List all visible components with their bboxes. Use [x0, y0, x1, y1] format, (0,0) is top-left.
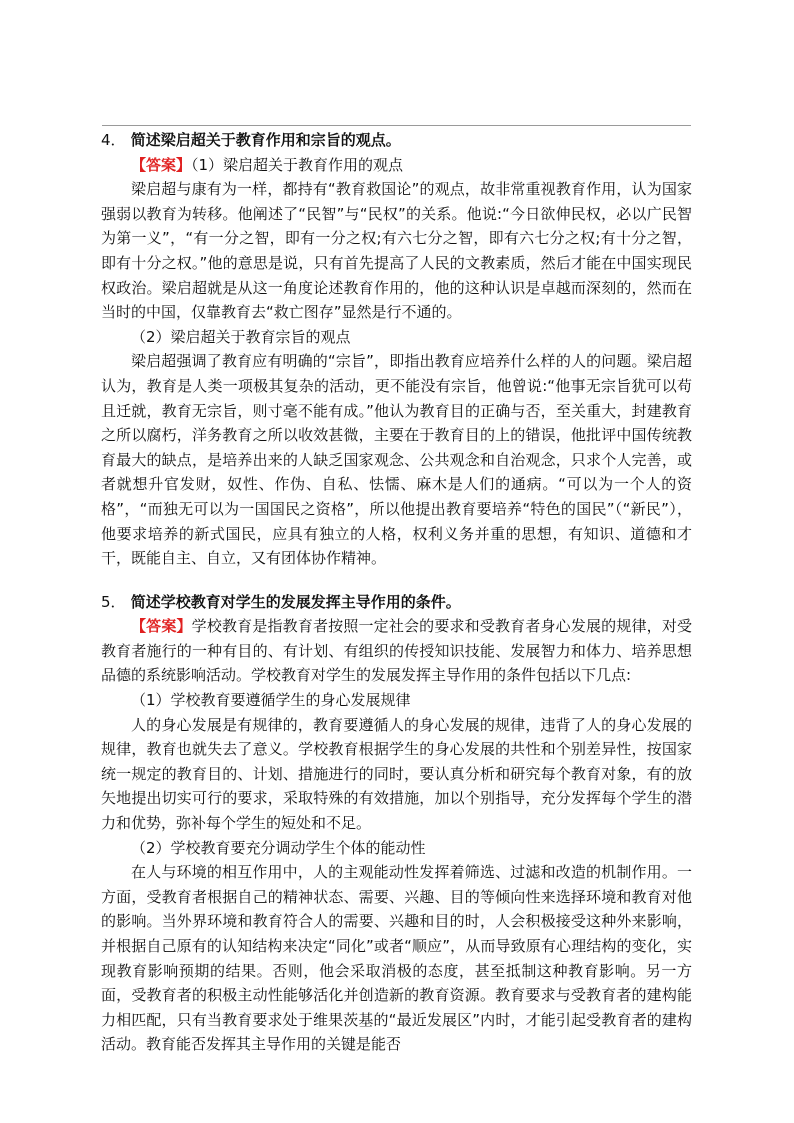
question-4-paragraph-1: 梁启超与康有为一样，都持有“教育救国论”的观点，故非常重视教育作用，认为国家强弱以教育为转移。他阐述了“民智”与“民权”的关系。他说:“今日欲伸民权，必以广民智为第一义”，“有一分之智，即有一分之权;有六七分之智，即有六七分之权;有十分之智，即有十分之权。”他的意思是说，只有首先提高了人民的文教素质，然后才能在中国实现民权政治。梁启超就是从这一角度论述教育作用的，他的这种认识是卓越而深刻的，然而在当时的中国，仅靠教育去“救亡图存”显然是行不通的。 [101, 180, 692, 322]
question-4-section-1-heading: （1）梁启超关于教育作用的观点 [191, 155, 404, 174]
question-5-section-1-heading: （1）学校教育要遵循学生的身心发展规律 [131, 691, 411, 710]
question-5-answer-label: 【答案】 [131, 617, 192, 636]
question-5-answer-intro [101, 614, 692, 688]
question-4-title: 简述梁启超关于教育作用和宗旨的观点。 [130, 131, 401, 149]
question-5-paragraph-1: 人的身心发展是有规律的，教育要遵循人的身心发展的规律，违背了人的身心发展的规律，教育也就失去了意义。学校教育根据学生的身心发展的共性和个别差异性，按国家统一规定的教育目的、计划、措施进行的同时，要认真分析和研究每个教育对象，有的放矢地提出切实可行的要求，采取特殊的有效措施，加以个别指导，充分发挥每个学生的潜力和优势，弥补每个学生的短处和不足。 [101, 715, 692, 833]
question-4-answer-intro [101, 153, 692, 178]
question-5-paragraph-2: 在人与环境的相互作用中，人的主观能动性发挥着筛选、过滤和改造的机制作用。一方面，受教育者根据自己的精神状态、需要、兴趣、目的等倾向性来选择环境和教育对他的影响。当外界环境和教育符合人的需要、兴趣和目的时，人会积极接受这种外来影响，并根据自己原有的认知结构来决定“同化”或者“顺应”，从而导致原有心理结构的变化，实现教育影响预期的结果。否则，他会采取消极的态度，甚至抵制这种教育影响。另一方面，受教育者的积极主动性能够活化并创造新的教育资源。教育要求与受教育者的建构能力相匹配，只有当教育要求处于维果茨基的“最近发展区”内时，才能引起受教育者的建构活动。教育能否发挥其主导作用的关键是能否 [101, 863, 692, 1054]
question-5-number: 5． [101, 592, 126, 611]
question-4-section-2-heading: （2）梁启超关于教育宗旨的观点 [131, 327, 351, 346]
question-spacer [101, 571, 692, 590]
question-4-paragraph-2: 梁启超强调了教育应有明确的“宗旨”，即指出教育应培养什么样的人的问题。梁启超认为，教育是人类一项极其复杂的活动，更不能没有宗旨，他曾说:“他事无宗旨犹可以苟且迁就，教育无宗旨，则寸毫不能有成。”他认为教育目的正确与否，至关重大，封建教育之所以腐朽，洋务教育之所以收效甚微，主要在于教育目的上的错误，他批评中国传统教育最大的缺点，是培养出来的人缺乏国家观念、公共观念和自治观念，只求个人完善，或者就想升官发财，奴性、作伪、自私、怯懦、麻木是人们的通病。“可以为一个人的资格”，“而独无可以为一国国民之资格”，所以他提出教育要培养“特色的国民”（“新民”），他要求培养的新式国民，应具有独立的人格，权利义务并重的思想，有知识、道德和才干，既能自主、自立，又有团体协作精神。 [101, 352, 692, 568]
question-4-heading [101, 128, 692, 153]
document-body [101, 128, 692, 1057]
question-4-number: 4． [101, 131, 126, 149]
question-5-heading [101, 590, 692, 615]
header-rule [102, 125, 691, 126]
question-5-answer-text: 学校教育是指教育者按照一定社会的要求和受教育者身心发展的规律，对受教育者施行的一种有目的、有计划、有组织的传授知识技能、发展智力和体力、培养思想品德的系统影响活动。学校教育对学生的发展发挥主导作用的条件包括以下几点: [101, 617, 692, 685]
question-5-section-2-heading: （2）学校教育要充分调动学生个体的能动性 [131, 838, 426, 857]
question-5-title: 简述学校教育对学生的发展发挥主导作用的条件。 [130, 592, 461, 611]
question-4-answer-label: 【答案】 [131, 155, 192, 174]
